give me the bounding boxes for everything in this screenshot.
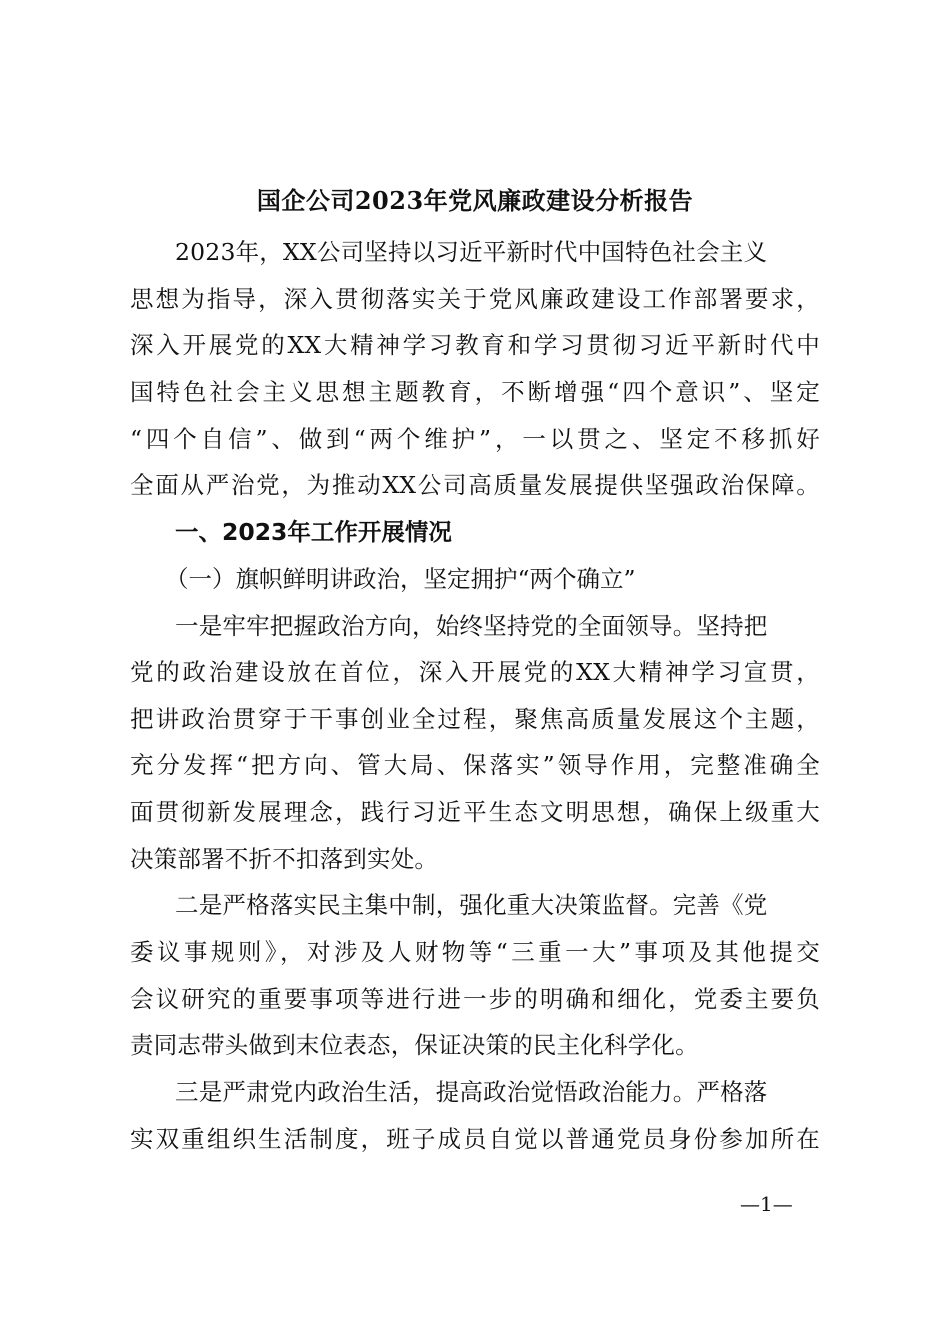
para1-line-2: 党的政治建设放在首位，深入开展党的XX大精神学习宣贯， (130, 658, 820, 686)
page-number: —1— (740, 1192, 793, 1216)
para1-line-3: 把讲政治贯穿于干事创业全过程，聚焦高质量发展这个主题， (130, 705, 820, 733)
intro-line-4: 国特色社会主义思想主题教育，不断增强“四个意识”、坚定 (130, 378, 820, 406)
para1-line-4: 充分发挥“把方向、管大局、保落实”领导作用，完整准确全 (130, 751, 820, 779)
para2-line-3: 会议研究的重要事项等进行进一步的明确和细化，党委主要负 (130, 985, 820, 1013)
subsection-heading: （一）旗帜鲜明讲政治，坚定拥护“两个确立” (165, 565, 636, 593)
para3-line-2: 实双重组织生活制度，班子成员自觉以普通党员身份参加所在 (130, 1125, 820, 1153)
document-title: 国企公司2023年党风廉政建设分析报告 (256, 186, 694, 215)
para1-line-6: 决策部署不折不扣落到实处。 (130, 845, 439, 873)
para2-line-2: 委议事规则》，对涉及人财物等“三重一大”事项及其他提交 (130, 938, 820, 966)
para3-line-1: 三是严肃党内政治生活，提高政治觉悟政治能力。严格落 (175, 1078, 768, 1106)
intro-line-2: 思想为指导，深入贯彻落实关于党风廉政建设工作部署要求， (130, 285, 820, 313)
para1-line-1: 一是牢牢把握政治方向，始终坚持党的全面领导。坚持把 (175, 612, 768, 640)
para2-line-1: 二是严格落实民主集中制，强化重大决策监督。完善《党 (175, 891, 768, 919)
para2-line-4: 责同志带头做到末位表态，保证决策的民主化科学化。 (130, 1031, 699, 1059)
section-heading: 一、2023年工作开展情况 (175, 518, 452, 546)
intro-line-6: 全面从严治党，为推动XX公司高质量发展提供坚强政治保障。 (130, 471, 820, 499)
intro-line-5: “四个自信”、做到“两个维护”，一以贯之、坚定不移抓好 (130, 425, 820, 453)
para1-line-5: 面贯彻新发展理念，践行习近平生态文明思想，确保上级重大 (130, 798, 820, 826)
intro-line-3: 深入开展党的XX大精神学习教育和学习贯彻习近平新时代中 (130, 331, 820, 359)
intro-line-1: 2023年，XX公司坚持以习近平新时代中国特色社会主义 (175, 238, 768, 266)
